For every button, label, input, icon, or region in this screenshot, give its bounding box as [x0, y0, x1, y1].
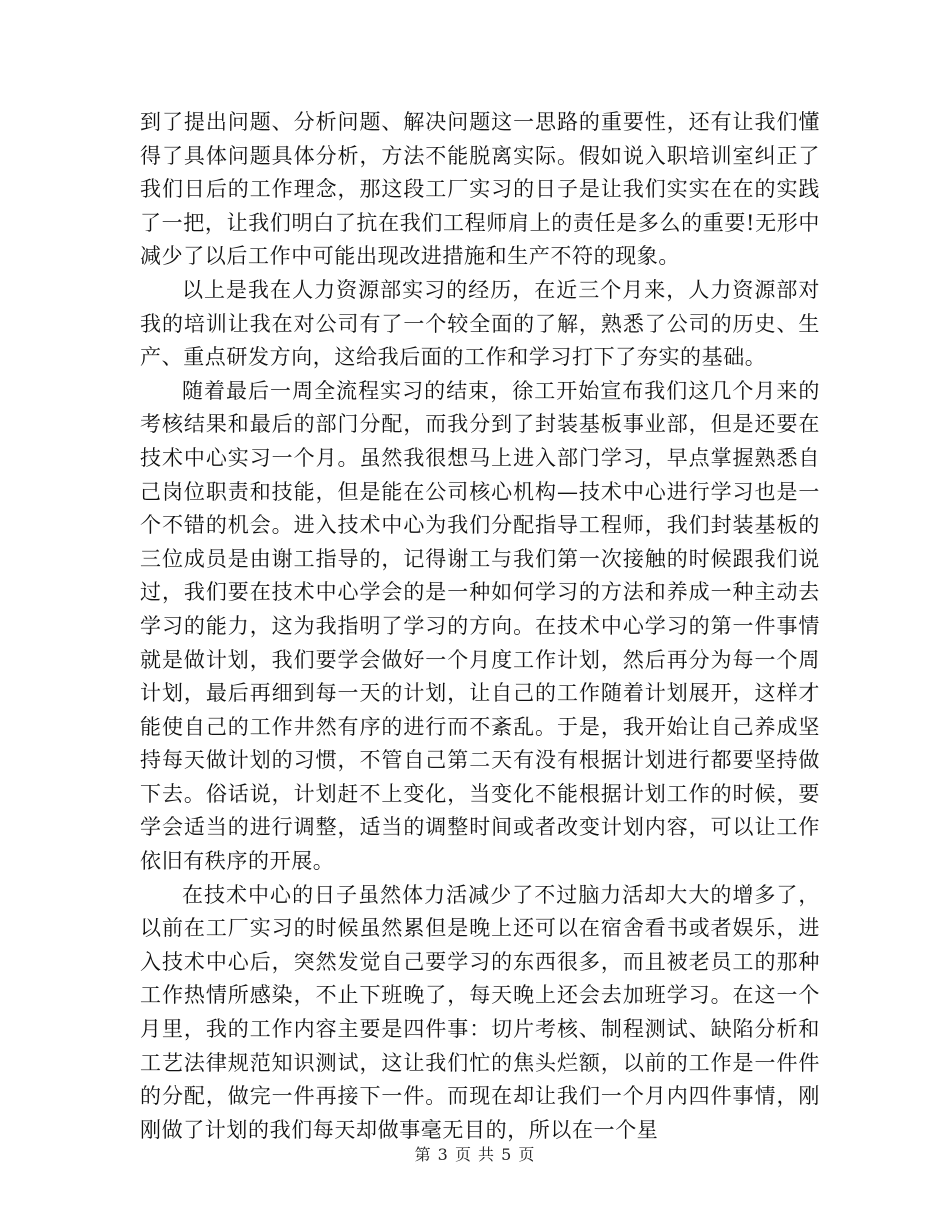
document-body — [140, 106, 820, 1147]
paragraph-1: 到了提出问题、分析问题、解决问题这一思路的重要性，还有让我们懂得了具体问题具体分析，方法不能脱离实际。假如说入职培训室纠正了我们日后的工作理念，那这段工厂实习的日子是让我们实实在在的实践了一把，让我们明白了抗在我们工程师肩上的责任是多么的重要!无形中减少了以后工作中可能出现改进措施和生产不符的现象。 — [140, 110, 820, 269]
paragraph-3: 随着最后一周全流程实习的结束，徐工开始宣布我们这几个月来的考核结果和最后的部门分配，而我分到了封装基板事业部，但是还要在技术中心实习一个月。虽然我很想马上进入部门学习，早点掌握熟悉自己岗位职责和技能，但是能在公司核心机构—技术中心进行学习也是一个不错的机会。进入技术中心为我们分配指导工程师，我们封装基板的三位成员是由谢工指导的，记得谢工与我们第一次接触的时候跟我们说过，我们要在技术中心学会的是一种如何学习的方法和养成一种主动去学习的能力，这为我指明了学习的方向。在技术中心学习的第一件事情就是做计划，我们要学会做好一个月度工作计划，然后再分为每一个周计划，最后再细到每一天的计划，让自己的工作随着计划展开，这样才能使自己的工作井然有序的进行而不紊乱。于是，我开始让自己养成坚持每天做计划的习惯，不管自己第二天有没有根据计划进行都要坚持做下去。俗话说，计划赶不上变化，当变化不能根据计划工作的时候，要学会适当的进行调整，适当的调整时间或者改变计划内容，可以让工作依旧有秩序的开展。 — [140, 378, 820, 874]
page-number-footer: 第 3 页 共 5 页 — [414, 1145, 536, 1164]
paragraph-4: 在技术中心的日子虽然体力活减少了不过脑力活却大大的增多了，以前在工厂实习的时候虽然累但是晚上还可以在宿舍看书或者娱乐，进入技术中心后，突然发觉自己要学习的东西很多，而且被老员工的那种工作热情所感染，不止下班晚了，每天晚上还会去加班学习。在这一个月里，我的工作内容主要是四件事：切片考核、制程测试、缺陷分析和工艺法律规范知识测试，这让我们忙的焦头烂额，以前的工作是一件件的分配，做完一件再接下一件。而现在却让我们一个月内四件事情，刚刚做了计划的我们每天却做事毫无目的，所以在一个星 — [140, 882, 820, 1142]
paragraph-2: 以上是我在人力资源部实习的经历，在近三个月来，人力资源部对我的培训让我在对公司有了一个较全面的了解，熟悉了公司的历史、生产、重点研发方向，这给我后面的工作和学习打下了夯实的基础。 — [140, 277, 820, 370]
